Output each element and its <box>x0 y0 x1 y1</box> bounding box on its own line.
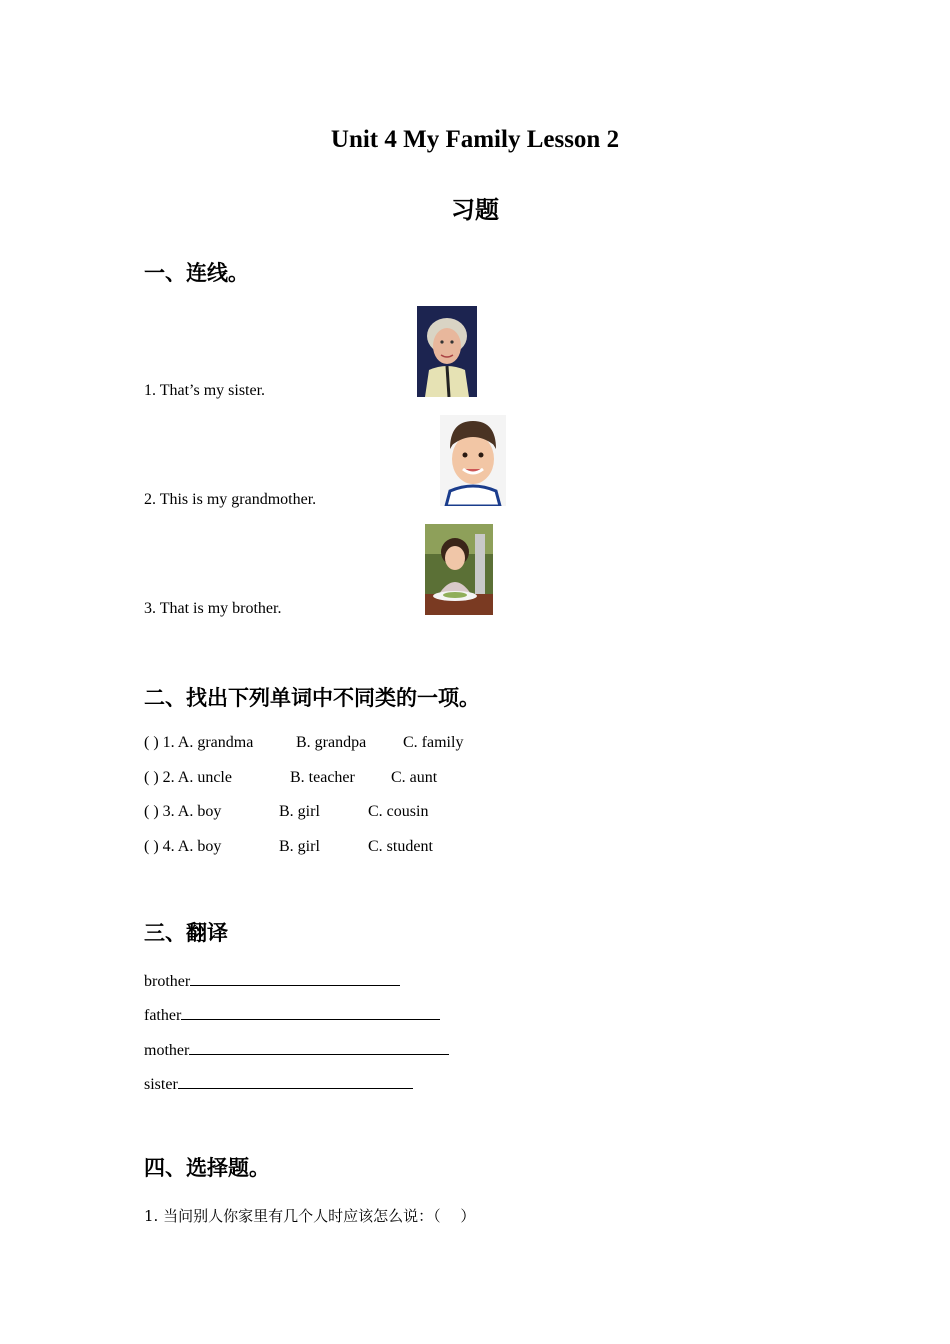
multiple-choice-question: 1. 当问别人你家里有几个人时应该怎么说：（ ） <box>144 1207 476 1225</box>
translation-item <box>144 1073 413 1094</box>
matching-item-3: 3. That is my brother. <box>144 600 282 617</box>
section-heading-translation: 三、翻译 <box>144 921 228 945</box>
odd-one-out-row <box>144 803 221 821</box>
option-c: C. family <box>403 734 464 751</box>
section-heading-matching: 一、连线。 <box>144 261 249 285</box>
grandmother-photo <box>417 306 477 397</box>
translation-word: sister <box>144 1076 178 1093</box>
option-c: C. cousin <box>368 803 429 820</box>
translation-word: mother <box>144 1042 190 1059</box>
translation-word: father <box>144 1007 182 1024</box>
answer-blank[interactable] <box>178 1073 413 1089</box>
translation-item <box>144 1004 440 1025</box>
option-b: B. teacher <box>290 769 355 786</box>
section-heading-odd-one-out: 二、找出下列单词中不同类的一项。 <box>144 686 480 710</box>
matching-item-1: 1. That’s my sister. <box>144 382 266 399</box>
question-number: ( ) 3. A. boy <box>144 803 222 820</box>
question-number: ( ) 2. A. uncle <box>144 769 232 786</box>
question-number: ( ) 1. A. grandma <box>144 734 254 751</box>
page-title: Unit 4 My Family Lesson 2 <box>330 126 620 153</box>
option-b: B. girl <box>279 838 320 855</box>
answer-blank[interactable] <box>189 1039 449 1055</box>
odd-one-out-row <box>144 838 221 856</box>
section-heading-multiple-choice: 四、选择题。 <box>144 1156 270 1180</box>
option-b: B. grandpa <box>296 734 367 751</box>
option-c: C. aunt <box>391 769 438 786</box>
translation-item <box>144 970 400 991</box>
odd-one-out-row <box>144 769 232 787</box>
answer-blank[interactable] <box>181 1004 440 1020</box>
boy-photo <box>440 415 506 506</box>
page-subtitle: 习题 <box>451 196 499 224</box>
option-b: B. girl <box>279 803 320 820</box>
answer-blank[interactable] <box>190 970 400 986</box>
option-c: C. student <box>368 838 433 855</box>
matching-item-2: 2. This is my grandmother. <box>144 491 317 508</box>
girl-photo <box>425 524 493 615</box>
translation-item <box>144 1039 449 1060</box>
question-number: ( ) 4. A. boy <box>144 838 222 855</box>
odd-one-out-row <box>144 734 253 752</box>
translation-word: brother <box>144 973 191 990</box>
